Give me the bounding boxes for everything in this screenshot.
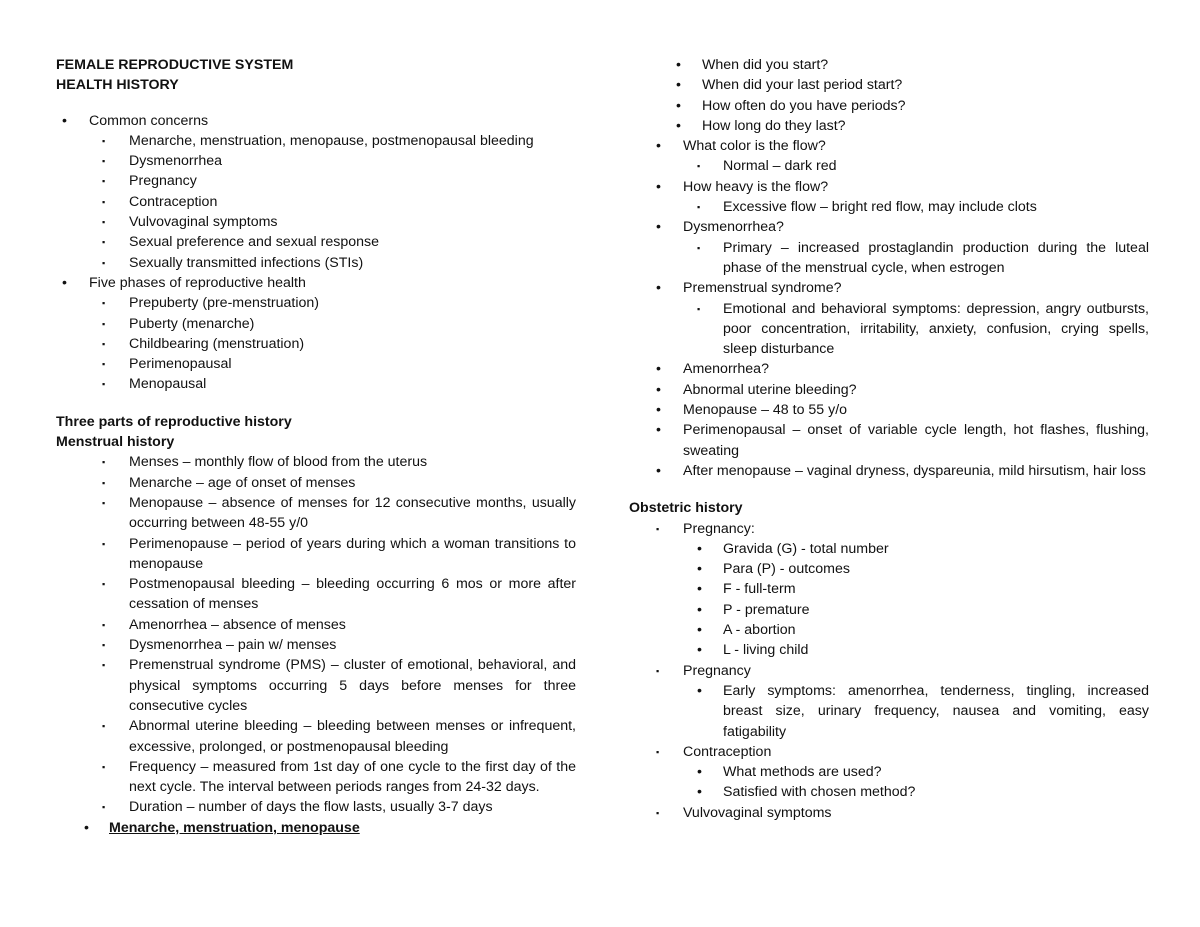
list-item: ▪ Dysmenorrhea xyxy=(102,153,223,170)
list-item: ▪ Pregnancy xyxy=(102,173,197,190)
list-item: ▪ Abnormal uterine bleeding – bleeding between menses or infrequent, excessive, prolonged, or postmenopausal bleeding xyxy=(102,718,576,755)
list-item: ▪ Postmenopausal bleeding – bleeding occurring 6 mos or more after cessation of menses xyxy=(102,576,576,613)
list-item: ▪ Emotional and behavioral symptoms: depression, angry outbursts, poor concentration, irritability, anxiety, confusion, crying spells, sleep disturbance xyxy=(697,300,1149,358)
section-heading: Obstetric history xyxy=(629,500,743,517)
list-item: • What color is the flow? xyxy=(656,138,826,155)
list-item: ▪ Menarche, menstruation, menopause, postmenopausal bleeding xyxy=(102,132,534,149)
left-column xyxy=(56,55,576,838)
list-item: ▪ Sexually transmitted infections (STIs) xyxy=(102,254,364,271)
list-item: ▪ Prepuberty (pre-menstruation) xyxy=(102,295,320,312)
section-heading: Menstrual history xyxy=(56,434,175,451)
right-column xyxy=(629,55,1149,823)
list-item: ▪ Menses – monthly flow of blood from the uterus xyxy=(102,454,428,471)
list-item: ▪ Menopausal xyxy=(102,376,207,393)
document-title: FEMALE REPRODUCTIVE SYSTEM xyxy=(56,57,294,73)
section-heading: Three parts of reproductive history xyxy=(56,413,292,430)
document-subtitle: HEALTH HISTORY xyxy=(56,77,179,94)
list-item: • A - abortion xyxy=(697,622,796,639)
list-item: ▪ Perimenopausal xyxy=(102,356,232,373)
list-item: ▪ Childbearing (menstruation) xyxy=(102,335,305,352)
list-item: • Satisfied with chosen method? xyxy=(697,784,916,801)
list-item: • When did you start? xyxy=(676,57,829,73)
list-item: • Amenorrhea? xyxy=(656,361,769,378)
list-item: • How long do they last? xyxy=(676,117,846,134)
list-item: • Menarche, menstruation, menopause xyxy=(56,818,576,838)
list-item: • Abnormal uterine bleeding? xyxy=(656,381,857,398)
list-item: • L - living child xyxy=(697,642,809,659)
list-item: ▪ Excessive flow – bright red flow, may include clots xyxy=(697,199,1037,216)
list-item: • Para (P) - outcomes xyxy=(697,561,850,578)
list-item: • When did your last period start? xyxy=(676,77,903,94)
list-item: ▪ Pregnancy xyxy=(656,662,751,679)
list-item: ▪ Frequency – measured from 1st day of one cycle to the first day of the next cycle. The interval between periods ranges from 24-32 days. xyxy=(102,758,576,796)
list-item: ▪ Perimenopause – period of years during which a woman transitions to menopause xyxy=(102,535,576,572)
list-item: • Premenstrual syndrome? xyxy=(656,280,842,297)
list-item: • Perimenopausal – onset of variable cycle length, hot flashes, flushing, sweating xyxy=(656,422,1149,459)
list-item: • Early symptoms: amenorrhea, tenderness, tingling, increased breast size, urinary frequency, nausea and vomiting, easy fatigability xyxy=(697,682,1149,740)
list-item: • What methods are used? xyxy=(697,764,882,781)
list-item: • F - full-term xyxy=(697,581,796,598)
list-item: • Menopause – 48 to 55 y/o xyxy=(656,402,848,419)
list-item: • P - premature xyxy=(697,601,810,618)
underlined-heading: Menarche, menstruation, menopause xyxy=(109,819,360,836)
list-item: • Dysmenorrhea? xyxy=(656,219,784,236)
list-item: ▪ Premenstrual syndrome (PMS) – cluster of emotional, behavioral, and physical symptoms occurring 5 days before menses for three consecutive cycles xyxy=(102,657,576,714)
list-item: ▪ Puberty (menarche) xyxy=(102,315,255,332)
list-item: ▪ Contraception xyxy=(656,743,772,760)
list-item: ▪ Duration – number of days the flow lasts, usually 3-7 days xyxy=(102,799,493,816)
list-item: • After menopause – vaginal dryness, dyspareunia, mild hirsutism, hair loss xyxy=(656,462,1146,479)
list-item: ▪ Menopause – absence of menses for 12 consecutive months, usually occurring between 48-55 y/0 xyxy=(102,494,576,532)
list-item: ▪ Vulvovaginal symptoms xyxy=(656,804,832,821)
list-item: • Five phases of reproductive health xyxy=(62,274,306,291)
list-item: ▪ Normal – dark red xyxy=(697,158,837,175)
list-item: ▪ Amenorrhea – absence of menses xyxy=(102,616,346,633)
list-item: ▪ Vulvovaginal symptoms xyxy=(102,214,278,231)
list-item: ▪ Menarche – age of onset of menses xyxy=(102,474,356,491)
list-item: ▪ Contraception xyxy=(102,193,218,210)
list-item: ▪ Dysmenorrhea – pain w/ menses xyxy=(102,637,337,654)
list-item: • How often do you have periods? xyxy=(676,97,906,114)
list-item: • How heavy is the flow? xyxy=(656,178,829,195)
list-item: ▪ Sexual preference and sexual response xyxy=(102,234,380,251)
list-item: ▪ Primary – increased prostaglandin production during the luteal phase of the menstrual cycle, when estrogen xyxy=(697,239,1149,276)
list-item: ▪ Pregnancy: xyxy=(656,520,755,537)
list-item: • Common concerns xyxy=(62,112,209,129)
list-item: • Gravida (G) - total number xyxy=(697,540,889,557)
